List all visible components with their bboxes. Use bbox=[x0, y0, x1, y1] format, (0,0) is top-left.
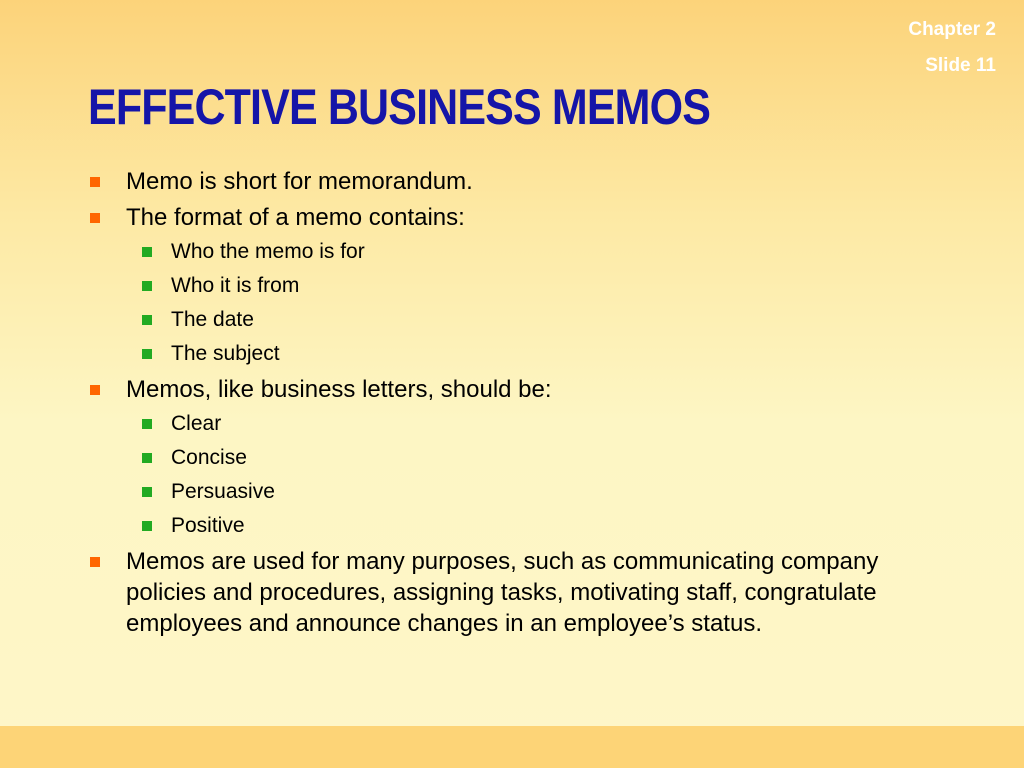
bullet-item bbox=[90, 166, 920, 197]
square-bullet-icon bbox=[90, 557, 100, 567]
square-bullet-icon bbox=[142, 453, 152, 463]
sub-bullet-text: Clear bbox=[171, 412, 222, 435]
bullet-item bbox=[90, 546, 920, 639]
slide-title: EFFECTIVE BUSINESS MEMOS bbox=[88, 79, 711, 135]
sub-bullet-text: The date bbox=[171, 308, 254, 331]
chapter-label: Chapter 2 bbox=[908, 19, 996, 40]
bullet-text: Memo is short for memorandum. bbox=[126, 168, 473, 195]
bullet-item bbox=[90, 374, 920, 405]
sub-bullet-item bbox=[90, 410, 920, 437]
sub-bullet-text: Who the memo is for bbox=[171, 240, 365, 263]
sub-bullet-item bbox=[90, 340, 920, 367]
sub-bullet-item bbox=[90, 238, 920, 265]
sub-bullet-item bbox=[90, 444, 920, 471]
bullet-text: The format of a memo contains: bbox=[126, 204, 465, 231]
square-bullet-icon bbox=[90, 385, 100, 395]
sub-bullet-item bbox=[90, 478, 920, 505]
bullet-list bbox=[90, 166, 920, 644]
square-bullet-icon bbox=[142, 487, 152, 497]
bullet-item bbox=[90, 202, 920, 233]
square-bullet-icon bbox=[142, 281, 152, 291]
bullet-text: Memos are used for many purposes, such as communicating company policies and procedures, assigning tasks, motivating staff, congratulate employees and announce changes in an employee’s status. bbox=[126, 548, 879, 637]
square-bullet-icon bbox=[142, 315, 152, 325]
sub-bullet-text: The subject bbox=[171, 342, 280, 365]
sub-bullet-item bbox=[90, 272, 920, 299]
sub-bullet-item bbox=[90, 306, 920, 333]
square-bullet-icon bbox=[90, 213, 100, 223]
sub-bullet-text: Positive bbox=[171, 514, 245, 537]
square-bullet-icon bbox=[142, 419, 152, 429]
slide-label: Slide 11 bbox=[925, 55, 996, 76]
square-bullet-icon bbox=[142, 349, 152, 359]
sub-bullet-text: Who it is from bbox=[171, 274, 300, 297]
slide-number bbox=[908, 12, 996, 84]
sub-bullet-item bbox=[90, 512, 920, 539]
sub-bullet-text: Persuasive bbox=[171, 480, 275, 503]
footer-band bbox=[0, 726, 1024, 768]
square-bullet-icon bbox=[142, 521, 152, 531]
sub-bullet-text: Concise bbox=[171, 446, 247, 469]
square-bullet-icon bbox=[142, 247, 152, 257]
square-bullet-icon bbox=[90, 177, 100, 187]
bullet-text: Memos, like business letters, should be: bbox=[126, 376, 552, 403]
